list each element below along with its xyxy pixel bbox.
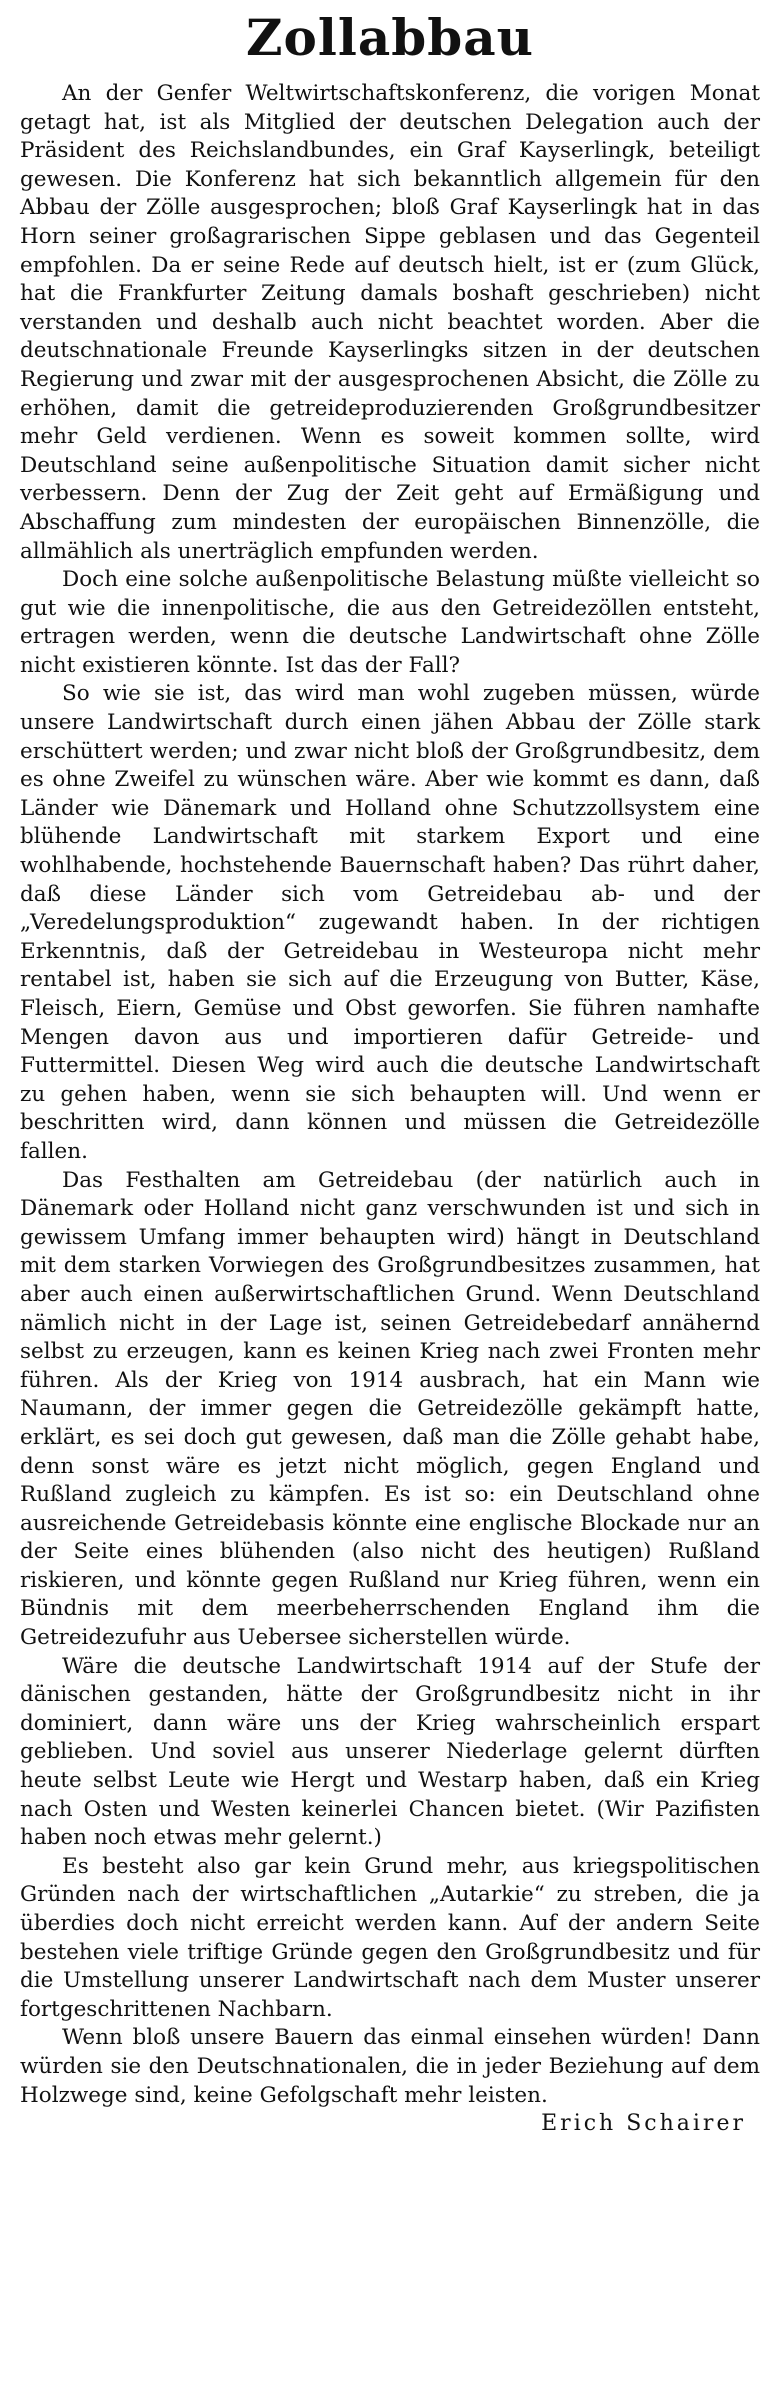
paragraph-2: Doch eine solche außenpolitische Belastung müßte vielleicht so gut wie die innenpolitische, die aus den Getreidezöllen entsteht, ertragen werden, wenn die deutsche Landwirtschaft ohne Zölle nicht existieren könnte. Ist das der Fall? — [20, 567, 760, 678]
paragraph-6: Es besteht also gar kein Grund mehr, aus kriegspolitischen Gründen nach der wirtschaftlichen „Autarkie“ zu streben, die ja überdies doch nicht erreicht werden kann. Auf der andern Seite bestehen viele triftige Gründe gegen den Großgrundbesitz und für die Umstellung unserer Landwirtschaft nach dem Muster unserer fortgeschrittenen Nachbarn. — [20, 1853, 760, 2022]
article-title: Zollabbau — [246, 8, 534, 67]
paragraph-5: Wäre die deutsche Landwirtschaft 1914 auf der Stufe der dänischen gestanden, hätte der Großgrundbesitz nicht in ihr dominiert, dann wäre uns der Krieg wahrscheinlich erspart geblieben. Und soviel aus unserer Niederlage gelernt dürften heute selbst Leute wie Hergt und Westarp haben, daß ein Krieg nach Osten und Westen keinerlei Chancen bietet. (Wir Pazifisten haben noch etwas mehr gelernt.) — [20, 1653, 760, 1851]
paragraph-3: So wie sie ist, das wird man wohl zugeben müssen, würde unsere Landwirtschaft durch einen jähen Abbau der Zölle stark erschüttert werden; und zwar nicht bloß der Großgrundbesitz, dem es ohne Zweifel zu wünschen wäre. Aber wie kommt es dann, daß Länder wie Dänemark und Holland ohne Schutzzollsystem eine blühende Landwirtschaft mit starkem Export und eine wohlhabende, hochstehende Bauernschaft haben? Das rührt daher, daß diese Länder sich vom Getreidebau ab- und der „Veredelungsproduktion“ zugewandt haben. In der richtigen Erkenntnis, daß der Getreidebau in Westeuropa nicht mehr rentabel ist, haben sie sich auf die Erzeugung von Butter, Käse, Fleisch, Eiern, Gemüse und Obst geworfen. Sie führen namhafte Mengen davon aus und importieren dafür Getreide- und Futtermittel. Diesen Weg wird auch die deutsche Landwirtschaft zu gehen haben, wenn sie sich behaupten will. Und wenn er beschritten wird, dann können und müssen die Getreidezölle fallen. — [20, 681, 760, 1164]
paragraph-7: Wenn bloß unsere Bauern das einmal einsehen würden! Dann würden sie den Deutschnationalen, die in jeder Beziehung auf dem Holzwege sind, keine Gefolgschaft mehr leisten. — [20, 2025, 760, 2108]
paragraph-1: An der Genfer Weltwirtschaftskonferenz, die vorigen Monat getagt hat, ist als Mitglied der deutschen Delegation auch der Präsident des Reichslandbundes, ein Graf Kayserlingk, beteiligt gewesen. Die Konferenz hat sich bekanntlich allgemein für den Abbau der Zölle ausgesprochen; bloß Graf Kayserlingk hat in das Horn seiner großagrarischen Sippe geblasen und das Gegenteil empfohlen. Da er seine Rede auf deutsch hielt, ist er (zum Glück, hat die Frankfurter Zeitung damals boshaft geschrieben) nicht verstanden und deshalb auch nicht beachtet worden. Aber die deutschnationale Freunde Kayserlingks sitzen in der deutschen Regierung und zwar mit der ausgesprochenen Absicht, die Zölle zu erhöhen, damit die getreideproduzierenden Großgrundbesitzer mehr Geld verdienen. Wenn es soweit kommen sollte, wird Deutschland seine außenpolitische Situation damit sicher nicht verbessern. Denn der Zug der Zeit geht auf Ermäßigung und Abschaffung zum mindesten der europäischen Binnenzölle, die allmählich als unerträglich empfunden werden. — [20, 81, 760, 564]
author-signature: Erich Schairer — [541, 2111, 746, 2137]
paragraph-4: Das Festhalten am Getreidebau (der natürlich auch in Dänemark oder Holland nicht ganz verschwunden ist und sich in gewissem Umfang immer behaupten wird) hängt in Deutschland mit dem starken Vorwiegen des Großgrundbesitzes zusammen, hat aber auch einen außerwirtschaftlichen Grund. Wenn Deutschland nämlich nicht in der Lage ist, seinen Getreidebedarf annähernd selbst zu erzeugen, kann es keinen Krieg nach zwei Fronten mehr führen. Als der Krieg von 1914 ausbrach, hat ein Mann wie Naumann, der immer gegen die Getreidezölle gekämpft hatte, erklärt, es sei doch gut gewesen, daß man die Zölle gehabt habe, denn sonst wäre es jetzt nicht möglich, gegen England und Rußland zugleich zu kämpfen. Es ist so: ein Deutschland ohne ausreichende Getreidebasis könnte eine englische Blockade nur an der Seite eines blühenden (also nicht des heutigen) Rußland riskieren, und könnte gegen Rußland nur Krieg führen, wenn ein Bündnis mit dem meerbeherrschenden England ihm die Getreidezufuhr aus Uebersee sicherstellen würde. — [20, 1167, 760, 1651]
